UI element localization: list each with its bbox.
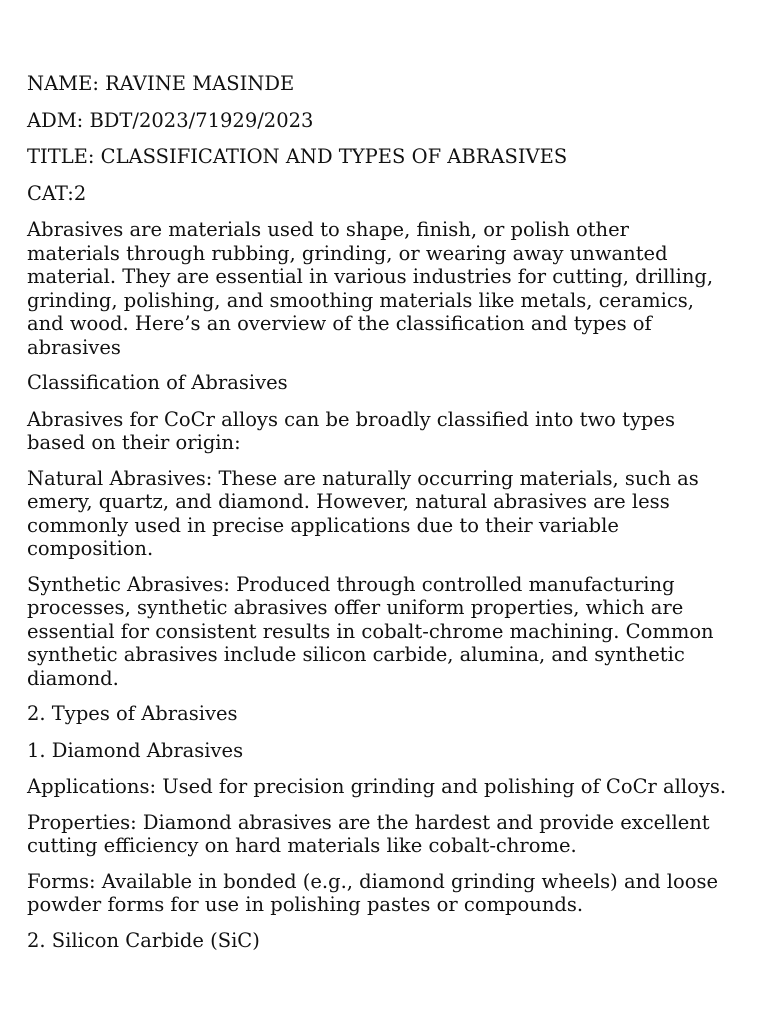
subheading-diamond: 1. Diamond Abrasives — [27, 738, 244, 762]
synthetic-abrasives-paragraph: Synthetic Abrasives: Produced through controlled manufacturing processes, synthetic abrasives offer uniform properties, which are essential for consistent results in cobalt-chrome machining. Common synthetic abrasives include silicon carbide, alumina, and synthetic diamond. — [27, 572, 714, 690]
classification-paragraph: Abrasives for CoCr alloys can be broadly classified into two types based on their origin: — [27, 407, 675, 454]
diamond-applications-paragraph: Applications: Used for precision grinding and polishing of CoCr alloys. — [27, 775, 727, 798]
subheading-silicon-carbide: 2. Silicon Carbide (SiC) — [27, 928, 260, 952]
section-heading-types: 2. Types of Abrasives — [27, 702, 238, 725]
cat-label: CAT:2 — [27, 181, 87, 205]
student-name: NAME: RAVINE MASINDE — [27, 72, 295, 95]
diamond-properties-paragraph: Properties: Diamond abrasives are the hardest and provide excellent cutting efficiency on hard materials like cobalt-chrome. — [27, 810, 710, 857]
diamond-forms-paragraph: Forms: Available in bonded (e.g., diamond grinding wheels) and loose powder forms for use in polishing pastes or compounds. — [27, 869, 719, 916]
admission-number: ADM: BDT/2023/71929/2023 — [27, 108, 314, 132]
document-title: TITLE: CLASSIFICATION AND TYPES OF ABRASIVES — [27, 145, 568, 168]
natural-abrasives-paragraph: Natural Abrasives: These are naturally occurring materials, such as emery, quartz, and diamond. However, natural abrasives are less commonly used in precise applications due to their variable composition. — [27, 466, 699, 560]
intro-paragraph: Abrasives are materials used to shape, finish, or polish other materials through rubbing, grinding, or wearing away unwanted material. They are essential in various industries for cutting, drilling, grinding, polishing, and smoothing materials like metals, ceramics, and wood. Here’s an overview of the classification and types of abrasives — [27, 218, 714, 359]
section-heading-classification: Classification of Abrasives — [27, 371, 288, 394]
